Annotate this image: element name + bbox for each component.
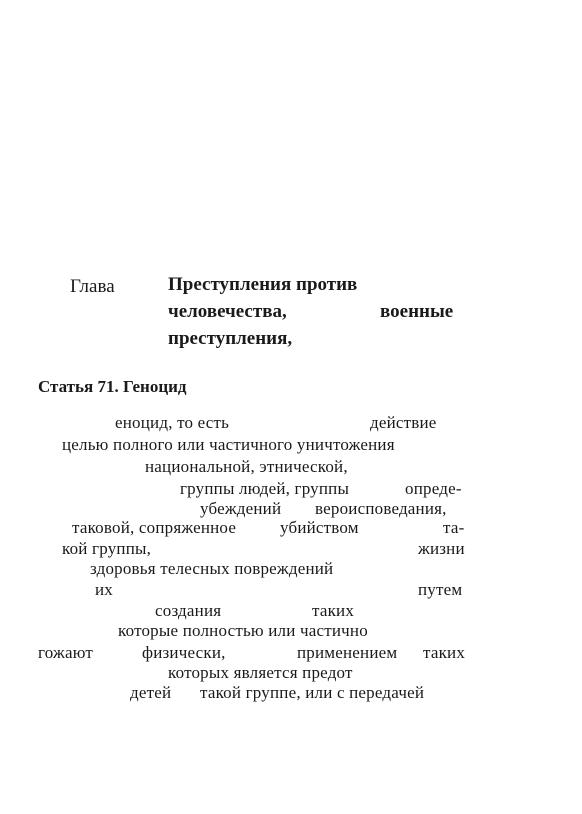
body-line-14a: детей xyxy=(130,683,172,702)
chapter-title-line-2: человечества, xyxy=(168,301,287,322)
chapter-title-line-3: преступления, xyxy=(168,328,293,349)
body-line-12d: таких xyxy=(423,643,466,662)
body-line-7b: жизни xyxy=(418,539,465,558)
body-line-10a: создания xyxy=(155,601,222,620)
body-line-12c: применением xyxy=(297,643,398,662)
body-line-12a: гожают xyxy=(38,643,94,662)
body-line-14b: такой группе, или с передачей xyxy=(200,683,425,702)
body-line-6a: таковой, сопряженное xyxy=(72,518,237,537)
body-line-7a: кой группы, xyxy=(62,539,152,558)
chapter-title-line-1: Преступления против xyxy=(168,274,358,295)
chapter-label: Глава xyxy=(70,276,115,297)
article-heading: Статья 71. Геноцид xyxy=(38,377,187,396)
body-line-11: которые полностью или частично xyxy=(118,621,368,640)
body-line-1b: действие xyxy=(370,413,437,432)
body-line-5b: вероисповедания, xyxy=(315,499,447,518)
body-line-9b: путем xyxy=(418,580,463,599)
body-line-1a: еноцид, то есть xyxy=(115,413,230,432)
body-line-4b: опреде- xyxy=(405,479,462,498)
body-line-6b: убийством xyxy=(280,518,359,537)
body-line-13: которых является предот xyxy=(168,663,353,682)
body-line-3: национальной, этнической, xyxy=(145,457,348,476)
body-line-12b: физически, xyxy=(142,643,226,662)
body-line-6c: та- xyxy=(443,518,465,537)
body-line-4a: группы людей, группы xyxy=(180,479,350,498)
body-line-10b: таких xyxy=(312,601,355,620)
chapter-title-line-2b: военные xyxy=(380,301,454,322)
body-line-2: целью полного или частичного уничтожения xyxy=(62,435,395,454)
body-line-9a: их xyxy=(95,580,113,599)
body-line-8: здоровья телесных повреждений xyxy=(90,559,334,578)
body-line-5a: убеждений xyxy=(200,499,282,518)
